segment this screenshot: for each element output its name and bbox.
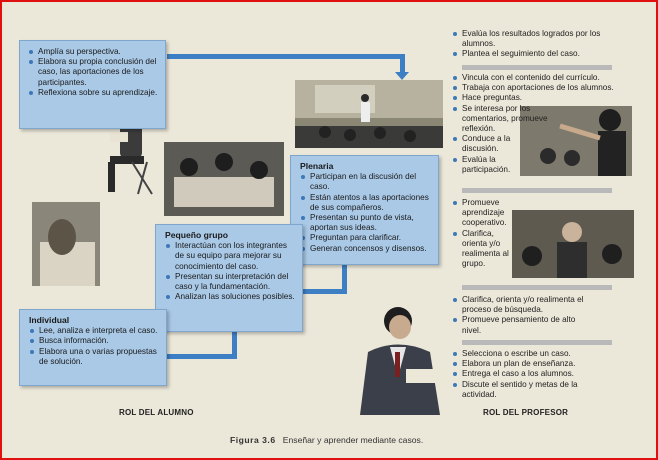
connector-pequeno-plenaria-h — [302, 289, 346, 294]
prof-start — [452, 349, 612, 400]
prof-individual-list — [452, 295, 592, 336]
list-item: Lee, analiza e interpreta el caso. — [29, 326, 160, 336]
prof-top-list — [452, 29, 602, 60]
box-reflexion — [19, 40, 166, 129]
list-item: Vincula con el contenido del currículo. — [452, 73, 627, 83]
connector-individual-pequeno-h — [167, 354, 237, 359]
hand-writing-photo — [32, 202, 100, 286]
divider — [462, 65, 612, 70]
prof-pequeno-list — [452, 198, 512, 269]
prof-top — [452, 29, 602, 60]
pequeno-list — [165, 241, 296, 302]
list-item: Preguntan para clarificar. — [300, 233, 432, 243]
teacher-group-illustration — [512, 210, 634, 278]
small-group-photo — [164, 142, 284, 216]
list-item: Elabora una o varias propuestas de solución. — [29, 347, 160, 367]
list-item: Analizan las soluciones posibles. — [165, 292, 296, 302]
list-item: Evalúa los resultados logrados por los alumnos. — [452, 29, 602, 49]
rol-profesor-label: ROL DEL PROFESOR — [483, 408, 569, 417]
list-item: Promueve pensamiento de alto nivel. — [452, 315, 592, 335]
pequeno-title: Pequeño grupo — [165, 230, 229, 240]
prof-start-list — [452, 349, 612, 400]
figure-number: Figura 3.6 — [230, 435, 276, 445]
list-item: Entrega el caso a los alumnos. — [452, 369, 612, 379]
arrow-down-icon — [395, 72, 409, 80]
list-item: Interactúan con los integrantes de su equipo para mejorar su conocimiento del caso. — [165, 241, 296, 272]
prof-plenaria — [452, 73, 627, 175]
connector-top-h — [167, 54, 404, 59]
list-item: Trabaja con aportaciones de los alumnos. — [452, 83, 627, 93]
box-pequeno-grupo — [155, 224, 303, 332]
list-item: Selecciona o escribe un caso. — [452, 349, 612, 359]
list-item: Promueve aprendizaje cooperativo. — [452, 198, 512, 229]
list-item: Hace preguntas. — [452, 93, 627, 103]
group-illustration — [164, 142, 284, 216]
list-item: Se interesa por los comentarios, promueve reflexión. — [452, 104, 577, 135]
hand-illustration — [32, 202, 100, 286]
individual-title: Individual — [29, 315, 70, 325]
list-item: Discute el sentido y metas de la actividad. — [452, 380, 612, 400]
prof-plenaria-list — [452, 73, 627, 175]
list-item: Plantea el seguimiento del caso. — [452, 49, 602, 59]
figure-text: Enseñar y aprender mediante casos. — [282, 435, 424, 445]
list-item: Busca información. — [29, 336, 160, 346]
list-item: Evalúa la participación. — [452, 155, 522, 175]
individual-list — [29, 326, 160, 367]
teacher-reading-illustration — [340, 297, 450, 415]
box-individual — [19, 309, 167, 386]
list-item: Conduce a la discusión. — [452, 134, 522, 154]
list-item: Presentan su punto de vista, aportan sus ideas. — [300, 213, 432, 233]
list-item: Generan concensos y disensos. — [300, 244, 432, 254]
divider — [462, 188, 612, 193]
list-item: Clarifica, orienta y/o realimenta al grupo. — [452, 229, 512, 270]
classroom-photo — [295, 80, 443, 148]
plenaria-list — [300, 172, 432, 254]
figure-caption — [230, 435, 423, 445]
list-item: Elabora un plan de enseñanza. — [452, 359, 612, 369]
prof-individual — [452, 295, 592, 336]
list-item: Están atentos a las aportaciones de sus compañeros. — [300, 193, 432, 213]
list-item: Amplía su perspectiva. — [28, 47, 159, 57]
teacher-group-photo — [512, 210, 634, 278]
classroom-illustration — [295, 80, 443, 148]
connector-pequeno-plenaria-v — [342, 264, 347, 294]
list-item: Participan en la discusión del caso. — [300, 172, 432, 192]
prof-pequeno — [452, 198, 512, 269]
connector-individual-pequeno-v — [232, 332, 237, 359]
divider — [462, 340, 612, 345]
list-item: Reflexiona sobre su aprendizaje. — [28, 88, 159, 98]
divider — [462, 285, 612, 290]
reflexion-list — [28, 47, 159, 98]
list-item: Elabora su propia conclusión del caso, las aportaciones de los participantes. — [28, 57, 159, 88]
list-item: Clarifica, orienta y/o realimenta el proceso de búsqueda. — [452, 295, 592, 315]
teacher-reading-photo — [340, 297, 450, 415]
plenaria-title: Plenaria — [300, 161, 334, 171]
box-plenaria — [290, 155, 439, 265]
rol-alumno-label: ROL DEL ALUMNO — [119, 408, 194, 417]
list-item: Presentan su interpretación del caso y la fundamentación. — [165, 272, 296, 292]
